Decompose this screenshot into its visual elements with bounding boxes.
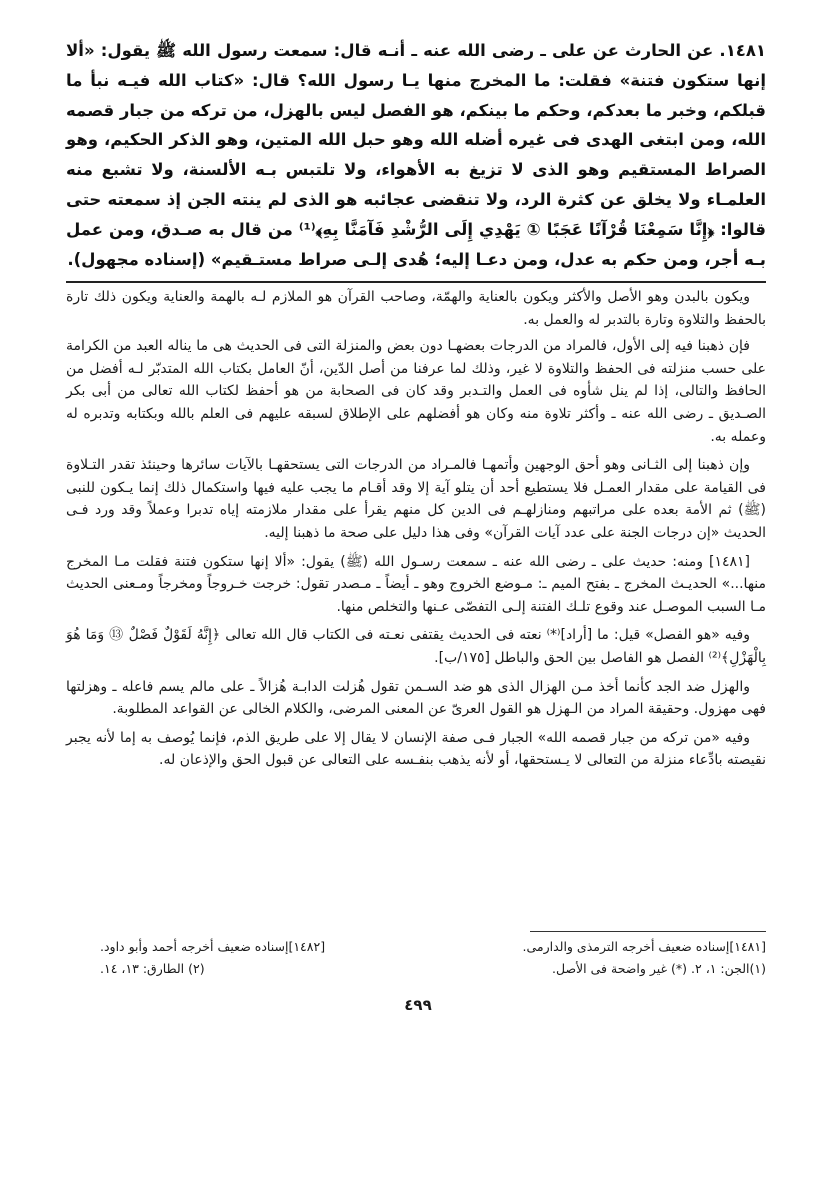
- hadith-number: ١٤٨١.: [719, 41, 766, 60]
- commentary-paragraph: [١٤٨١] ومنه: حديث على ـ رضى الله عنه ـ سمعت رسـول الله (ﷺ) يقول: «ألا إنها ستكون فتنة فقلت مـا المخرج منها...» الحديـث المخرج ـ بفتح الميم ـ: مـوضع الخروج وهو ـ أيضاً ـ مـصدر تقول: خرجت خـروجاً ومخرجاً ومـعنى الحديث مـا السبب الموصـل عند وقوع تلـك الفتنة إلـى التفصّى عـنها والتخلص منها.: [66, 553, 766, 615]
- commentary-paragraph: فإن ذهبنا فيه إلى الأول، فالمراد من الدرجات بعضهـا دون بعض والمنزلة التى فى الحديث هى ما يناله العبد من الكرامة على حسب منزلته فى الحفظ والتلاوة لا غير، وذلك لما عرفنا من أصل الدّين، أنّ العامل بكتاب الله المتدبّر لـه أفضل من الحافظ والتالى، إذا لم ينل شأوه فى العمل والتـدبر وقد كان فى الصحابة من هو أحفظ لكتاب الله تعالى من أبى بكر الصـديق ـ رضى الله عنه ـ وأكثر تلاوة منه وكان هو أفضلهم على الإطلاق لسبقه عليهم فى العلم بالله وبكتابه وتدبره له وعمله به.: [66, 338, 766, 445]
- footnote-row: [100, 958, 766, 980]
- section-divider: [66, 281, 766, 283]
- hadith-text: عن الحارث عن على ـ رضى الله عنه ـ أنـه قال: سمعت رسول الله ﷺ يقول: «ألا إنها ستكون فتنة» فقلت: ما المخرج منها يـا رسول الله؟ قال: «كتاب الله فيـه نبأ ما قبلكم، وخبر ما بعدكم، وحكم ما بينكم، هو الفصل ليس بالهزل، من تركه من جبار قصمه الله، ومن ابتغى الهدى فى غيره أضله الله وهو حبل الله المتين، وهو الذكر الحكيم، وهو الصراط المستقيم وهو الذى لا تزيغ به الأهواء، ولا تلتبس بـه الألسنة، ولا تشبع منه العلمـاء ولا يخلق عن كثرة الرد، ولا تنقضى عجائبه هو الذى لم ينته الجن إذ سمعته حتى قالوا: ﴿إِنَّا سَمِعْنَا قُرْآنًا عَجَبًا ① يَهْدِي إِلَى الرُّشْدِ فَآمَنَّا بِهِ﴾⁽¹⁾ من قال به صـدق، ومن عمل بـه أجر، ومن حكم به عدل، ومن دعـا إليه؛ هُدى إلـى صراط مستـقيم» (إسناده مجهول).: [66, 41, 766, 269]
- page-number: ٤٩٩: [404, 996, 432, 1014]
- footnote-ref-1: (١)الجن: ١، ٢. (*) غير واضحة فى الأصل.: [552, 961, 766, 976]
- footnote-1482: [١٤٨٢]إسناده ضعيف أخرجه أحمد وأبو داود.: [100, 939, 326, 954]
- commentary-paragraph: ويكون بالبدن وهو الأصل والأكثر ويكون بالعناية والهمّة، وصاحب القرآن هو الملازم لـه بالهمة والعناية ويكون ذلك تارة بالحفظ والتلاوة وتارة بالتدبر له والعمل به.: [66, 289, 766, 328]
- commentary-block: [66, 286, 766, 778]
- commentary-paragraph: وفيه «من تركه من جبار قصمه الله» الجبار فـى صفة الإنسان لا يقال إلا على طريق الذم، فإنما يُوصف به إما لأنه يجبر نقيصته بادِّعاء منزلة من التعالى لا يـستحقها، أو لأنه يذهب بنفـسه على التعالى عن قبول الحق والإذعان له.: [66, 729, 766, 769]
- commentary-paragraph: والهزل ضد الجد كأنما أخذ مـن الهزال الذى هو ضد السـمن تقول هُزلت الدابـة هُزالاً ـ على مالم يسم فاعله ـ وهزلتها فهى مهزول. وحقيقة المراد من الـهزل هو القول العرىّ عن المعنى المرضى، والكلام الخالى عن القواعد المطلوبة.: [66, 678, 766, 718]
- footnote-ref-2: (٢) الطارق: ١٣، ١٤.: [100, 961, 205, 976]
- commentary-paragraph: وفيه «هو الفصل» قيل: ما [أراد]⁽*⁾ نعته فى الحديث يقتفى نعـته فى الكتاب قال الله تعالى ﴿إِنَّهُ لَقَوْلٌ فَصْلٌ ⑬ وَمَا هُوَ بِالْهَزْلِ﴾⁽²⁾ الفصل هو الفاصل بين الحق والباطل [١٧٥/ب].: [66, 627, 766, 666]
- footnote-1481: [١٤٨١]إسناده ضعيف أخرجه الترمذى والدارمى.: [522, 939, 766, 954]
- commentary-paragraph: وإن ذهبنا إلى الثـانى وهو أحق الوجهين وأتمهـا فالمـراد من الدرجات التى يستحقهـا بالآيات سائرها وحينئذ تقدر التـلاوة فى القيامة على مقدار العمـل فلا يستطيع أحد أن يتلو آية إلا وقد أقـام ما يجب عليه فيها واستكمال ذلك إنما يـكون للنبى (ﷺ) ثم الأمة بعده على مراتبهم ومنازلهـم فى الدين كل منهم يقرأ على مقدار ملازمته إياه تدبرا وعملاً وقد ورد فـى الحديث «إن درجات الجنة على عدد آيات القرآن» وفى هذا دليل على صحة ما ذهبنا إليه.: [66, 457, 766, 541]
- footnotes: [100, 936, 766, 980]
- footnote-divider: [530, 931, 766, 932]
- footnote-row: [100, 936, 766, 958]
- hadith-block: [66, 36, 766, 274]
